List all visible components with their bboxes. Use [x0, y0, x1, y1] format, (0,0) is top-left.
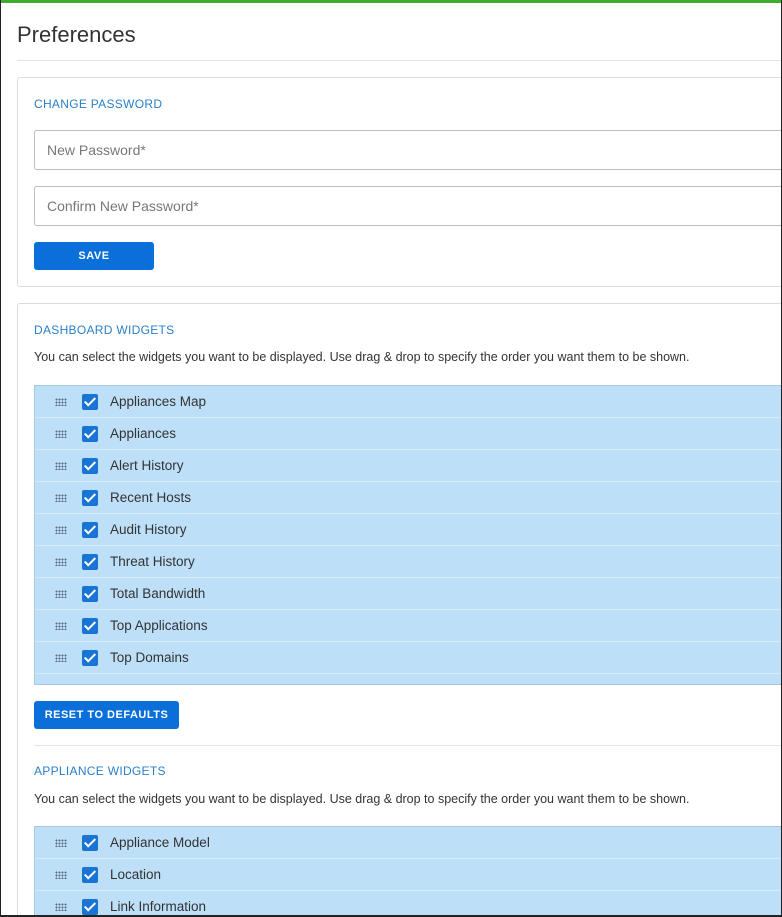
widget-label: Link Information	[110, 899, 207, 914]
list-item[interactable]	[35, 546, 782, 578]
dashboard-widgets-heading: DASHBOARD WIDGETS	[34, 323, 175, 337]
drag-handle-icon[interactable]	[55, 903, 67, 911]
title-divider	[17, 60, 781, 61]
drag-handle-icon[interactable]	[55, 622, 67, 630]
appliance-widgets-heading: APPLIANCE WIDGETS	[34, 764, 166, 778]
drag-handle-icon[interactable]	[55, 494, 67, 502]
appliance-widgets-list[interactable]	[34, 826, 782, 917]
list-item[interactable]	[35, 482, 782, 514]
list-item[interactable]	[35, 610, 782, 642]
widget-label: Alert History	[110, 458, 184, 473]
dashboard-widgets-description: You can select the widgets you want to be displayed. Use drag & drop to specify the order you want them to be shown.	[34, 350, 690, 364]
widget-checkbox[interactable]	[82, 458, 98, 474]
list-item[interactable]	[35, 859, 782, 891]
widget-checkbox[interactable]	[82, 586, 98, 602]
widget-label: Appliance Model	[110, 835, 210, 850]
section-divider	[34, 745, 782, 746]
appliance-widgets-description: You can select the widgets you want to be displayed. Use drag & drop to specify the order you want them to be shown.	[34, 792, 690, 806]
drag-handle-icon[interactable]	[55, 871, 67, 879]
widget-label: Audit History	[110, 522, 187, 537]
save-button[interactable]: SAVE	[34, 242, 154, 270]
drag-handle-icon[interactable]	[55, 430, 67, 438]
widget-checkbox[interactable]	[82, 835, 98, 851]
widget-label: Appliances	[110, 426, 177, 441]
list-item[interactable]	[35, 642, 782, 674]
confirm-password-field[interactable]	[34, 186, 782, 226]
list-item[interactable]	[35, 514, 782, 546]
widgets-card	[17, 303, 782, 917]
widget-label: Recent Hosts	[110, 490, 192, 505]
widget-checkbox[interactable]	[82, 867, 98, 883]
widget-checkbox[interactable]	[82, 899, 98, 915]
page-title: Preferences	[17, 22, 136, 47]
widget-checkbox[interactable]	[82, 490, 98, 506]
change-password-card	[17, 77, 782, 287]
top-accent-bar	[1, 0, 781, 3]
widget-checkbox[interactable]	[82, 618, 98, 634]
drag-handle-icon[interactable]	[55, 839, 67, 847]
list-item[interactable]	[35, 827, 782, 859]
drag-handle-icon[interactable]	[55, 462, 67, 470]
list-item[interactable]	[35, 891, 782, 917]
change-password-heading: CHANGE PASSWORD	[34, 97, 163, 111]
list-item[interactable]	[35, 450, 782, 482]
list-item[interactable]	[35, 578, 782, 610]
list-item[interactable]	[35, 418, 782, 450]
widget-label: Top Domains	[110, 650, 189, 665]
new-password-field[interactable]	[34, 130, 782, 170]
drag-handle-icon[interactable]	[55, 526, 67, 534]
widget-checkbox[interactable]	[82, 554, 98, 570]
widget-checkbox[interactable]	[82, 426, 98, 442]
widget-label: Appliances Map	[110, 394, 207, 409]
list-item[interactable]	[35, 386, 782, 418]
reset-to-defaults-button[interactable]: RESET TO DEFAULTS	[34, 701, 179, 729]
widget-checkbox[interactable]	[82, 650, 98, 666]
widget-checkbox[interactable]	[82, 522, 98, 538]
widget-checkbox[interactable]	[82, 394, 98, 410]
drag-handle-icon[interactable]	[55, 654, 67, 662]
drag-handle-icon[interactable]	[55, 558, 67, 566]
dashboard-widgets-list[interactable]	[34, 385, 782, 685]
drag-handle-icon[interactable]	[55, 590, 67, 598]
widget-label: Location	[110, 867, 162, 882]
widget-label: Total Bandwidth	[110, 586, 206, 601]
widget-label: Top Applications	[110, 618, 208, 633]
drag-handle-icon[interactable]	[55, 398, 67, 406]
widget-label: Threat History	[110, 554, 195, 569]
